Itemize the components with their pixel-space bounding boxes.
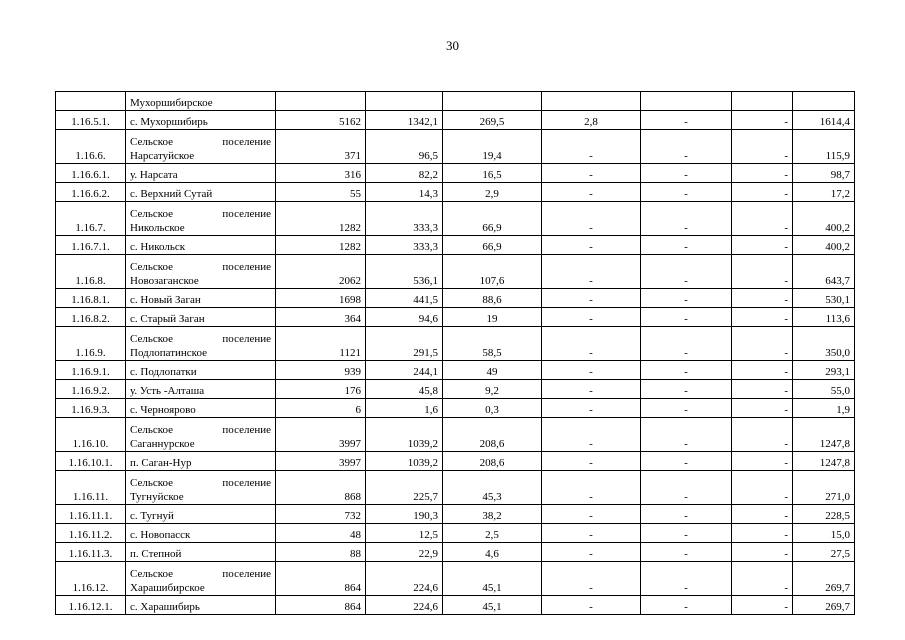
row-population: 1282 bbox=[276, 236, 366, 255]
row-value-3: - bbox=[542, 452, 641, 471]
row-total: 350,0 bbox=[793, 327, 855, 361]
row-value-4: - bbox=[641, 380, 732, 399]
row-population: 864 bbox=[276, 596, 366, 615]
row-name bbox=[126, 92, 276, 111]
name-word: поселение bbox=[222, 568, 271, 580]
row-value-1: 14,3 bbox=[366, 183, 443, 202]
row-value-1: 82,2 bbox=[366, 164, 443, 183]
row-value-3: - bbox=[542, 596, 641, 615]
row-value-3: - bbox=[542, 399, 641, 418]
name-line-1: у. Усть -Алташа bbox=[130, 385, 205, 397]
row-code: 1.16.8.2. bbox=[56, 308, 126, 327]
row-code: 1.16.7.1. bbox=[56, 236, 126, 255]
row-population: 55 bbox=[276, 183, 366, 202]
row-value-3: - bbox=[542, 471, 641, 505]
row-value-4: - bbox=[641, 399, 732, 418]
name-line-1 bbox=[130, 567, 271, 581]
row-value-1: 94,6 bbox=[366, 308, 443, 327]
row-total bbox=[793, 92, 855, 111]
row-value-1: 441,5 bbox=[366, 289, 443, 308]
row-population: 732 bbox=[276, 505, 366, 524]
row-code: 1.16.9.3. bbox=[56, 399, 126, 418]
table-row bbox=[56, 111, 855, 130]
table-row bbox=[56, 92, 855, 111]
table-row bbox=[56, 130, 855, 164]
name-line-1: с. Черноярово bbox=[130, 404, 196, 416]
page-number: 30 bbox=[446, 38, 459, 53]
row-population: 364 bbox=[276, 308, 366, 327]
row-total: 643,7 bbox=[793, 255, 855, 289]
name-line-2: Подлопатинское bbox=[130, 347, 207, 359]
row-population: 88 bbox=[276, 543, 366, 562]
row-value-1: 224,6 bbox=[366, 596, 443, 615]
row-value-3: - bbox=[542, 327, 641, 361]
table-row bbox=[56, 524, 855, 543]
row-value-5: - bbox=[732, 380, 793, 399]
row-code: 1.16.6. bbox=[56, 130, 126, 164]
row-value-4: - bbox=[641, 524, 732, 543]
row-total: 17,2 bbox=[793, 183, 855, 202]
row-value-3: 2,8 bbox=[542, 111, 641, 130]
row-value-4: - bbox=[641, 164, 732, 183]
row-value-5: - bbox=[732, 202, 793, 236]
row-value-5: - bbox=[732, 327, 793, 361]
table-row bbox=[56, 596, 855, 615]
row-value-3: - bbox=[542, 524, 641, 543]
row-code: 1.16.10. bbox=[56, 418, 126, 452]
row-total: 269,7 bbox=[793, 596, 855, 615]
row-code: 1.16.11.1. bbox=[56, 505, 126, 524]
row-value-2: 45,1 bbox=[443, 562, 542, 596]
row-total: 293,1 bbox=[793, 361, 855, 380]
table-row bbox=[56, 399, 855, 418]
row-value-1: 45,8 bbox=[366, 380, 443, 399]
row-value-1: 224,6 bbox=[366, 562, 443, 596]
name-line-1: с. Новопасск bbox=[130, 529, 191, 541]
row-value-3: - bbox=[542, 202, 641, 236]
settlements-table bbox=[55, 91, 855, 615]
row-value-2: 19,4 bbox=[443, 130, 542, 164]
row-population: 5162 bbox=[276, 111, 366, 130]
row-code: 1.16.9.2. bbox=[56, 380, 126, 399]
row-value-2: 49 bbox=[443, 361, 542, 380]
row-value-2: 269,5 bbox=[443, 111, 542, 130]
row-value-3 bbox=[542, 92, 641, 111]
name-line-2: Саганнурское bbox=[130, 438, 195, 450]
row-name bbox=[126, 524, 276, 543]
row-value-5: - bbox=[732, 236, 793, 255]
row-total: 27,5 bbox=[793, 543, 855, 562]
row-value-1: 1342,1 bbox=[366, 111, 443, 130]
name-word: поселение bbox=[222, 261, 271, 273]
row-value-4: - bbox=[641, 236, 732, 255]
row-value-3: - bbox=[542, 183, 641, 202]
row-value-1 bbox=[366, 92, 443, 111]
row-population: 1121 bbox=[276, 327, 366, 361]
name-line-1: с. Тугнуй bbox=[130, 510, 174, 522]
row-total: 15,0 bbox=[793, 524, 855, 543]
row-total: 1614,4 bbox=[793, 111, 855, 130]
row-name bbox=[126, 202, 276, 236]
row-value-1: 96,5 bbox=[366, 130, 443, 164]
row-value-5: - bbox=[732, 471, 793, 505]
row-value-3: - bbox=[542, 308, 641, 327]
table-row bbox=[56, 183, 855, 202]
name-line-1: с. Подлопатки bbox=[130, 366, 197, 378]
table-row bbox=[56, 164, 855, 183]
row-value-1: 536,1 bbox=[366, 255, 443, 289]
row-value-5: - bbox=[732, 361, 793, 380]
row-total: 228,5 bbox=[793, 505, 855, 524]
row-name bbox=[126, 418, 276, 452]
row-value-2: 38,2 bbox=[443, 505, 542, 524]
row-population: 6 bbox=[276, 399, 366, 418]
row-value-4: - bbox=[641, 308, 732, 327]
row-total: 400,2 bbox=[793, 236, 855, 255]
name-word: Сельское bbox=[130, 208, 174, 220]
name-line-1: с. Никольск bbox=[130, 241, 186, 253]
name-line-2: Нарсатуйское bbox=[130, 150, 195, 162]
row-value-4: - bbox=[641, 418, 732, 452]
row-value-4: - bbox=[641, 505, 732, 524]
name-word: поселение bbox=[222, 333, 271, 345]
row-value-2: 19 bbox=[443, 308, 542, 327]
row-value-1: 333,3 bbox=[366, 236, 443, 255]
row-value-1: 1039,2 bbox=[366, 418, 443, 452]
row-value-1: 244,1 bbox=[366, 361, 443, 380]
row-value-1: 333,3 bbox=[366, 202, 443, 236]
table-row bbox=[56, 289, 855, 308]
row-name bbox=[126, 327, 276, 361]
name-line-1: с. Верхний Сутай bbox=[130, 188, 213, 200]
row-population: 939 bbox=[276, 361, 366, 380]
row-code: 1.16.11.2. bbox=[56, 524, 126, 543]
name-line-1 bbox=[130, 135, 271, 149]
row-total: 55,0 bbox=[793, 380, 855, 399]
row-population: 316 bbox=[276, 164, 366, 183]
row-value-3: - bbox=[542, 543, 641, 562]
row-value-1: 1039,2 bbox=[366, 452, 443, 471]
name-line-1 bbox=[130, 260, 271, 274]
row-value-5: - bbox=[732, 289, 793, 308]
row-population: 1698 bbox=[276, 289, 366, 308]
table-row bbox=[56, 562, 855, 596]
row-value-5: - bbox=[732, 524, 793, 543]
row-value-4: - bbox=[641, 471, 732, 505]
name-line-1 bbox=[130, 332, 271, 346]
row-value-5: - bbox=[732, 418, 793, 452]
row-value-3: - bbox=[542, 236, 641, 255]
name-word: Сельское bbox=[130, 424, 174, 436]
row-value-4: - bbox=[641, 543, 732, 562]
row-code: 1.16.12. bbox=[56, 562, 126, 596]
row-name bbox=[126, 380, 276, 399]
row-value-2: 16,5 bbox=[443, 164, 542, 183]
table-row bbox=[56, 308, 855, 327]
row-value-2: 107,6 bbox=[443, 255, 542, 289]
row-name bbox=[126, 183, 276, 202]
row-code: 1.16.5.1. bbox=[56, 111, 126, 130]
row-value-3: - bbox=[542, 562, 641, 596]
name-line-2: Новозаганское bbox=[130, 275, 199, 287]
row-code: 1.16.8. bbox=[56, 255, 126, 289]
name-line-2: Харашибирское bbox=[130, 582, 205, 594]
row-code: 1.16.6.1. bbox=[56, 164, 126, 183]
row-value-2 bbox=[443, 92, 542, 111]
row-value-2: 0,3 bbox=[443, 399, 542, 418]
row-value-3: - bbox=[542, 505, 641, 524]
name-word: Сельское bbox=[130, 261, 174, 273]
table-row bbox=[56, 327, 855, 361]
name-word: поселение bbox=[222, 424, 271, 436]
row-code: 1.16.8.1. bbox=[56, 289, 126, 308]
name-line-1: Мухоршибирское bbox=[130, 97, 213, 109]
row-value-1: 12,5 bbox=[366, 524, 443, 543]
name-word: поселение bbox=[222, 477, 271, 489]
table-row bbox=[56, 543, 855, 562]
row-value-4: - bbox=[641, 183, 732, 202]
name-line-1 bbox=[130, 207, 271, 221]
row-value-4: - bbox=[641, 255, 732, 289]
name-line-1: с. Мухоршибирь bbox=[130, 116, 208, 128]
row-population: 1282 bbox=[276, 202, 366, 236]
row-value-2: 66,9 bbox=[443, 236, 542, 255]
table-row bbox=[56, 452, 855, 471]
table-row bbox=[56, 471, 855, 505]
name-word: Сельское bbox=[130, 568, 174, 580]
row-value-2: 208,6 bbox=[443, 452, 542, 471]
row-population: 864 bbox=[276, 562, 366, 596]
row-value-2: 2,5 bbox=[443, 524, 542, 543]
row-population bbox=[276, 92, 366, 111]
row-population: 371 bbox=[276, 130, 366, 164]
row-value-2: 9,2 bbox=[443, 380, 542, 399]
table-row bbox=[56, 202, 855, 236]
row-value-3: - bbox=[542, 289, 641, 308]
row-name bbox=[126, 289, 276, 308]
row-value-3: - bbox=[542, 130, 641, 164]
row-name bbox=[126, 111, 276, 130]
row-total: 271,0 bbox=[793, 471, 855, 505]
row-value-4: - bbox=[641, 327, 732, 361]
row-name bbox=[126, 236, 276, 255]
table-row bbox=[56, 361, 855, 380]
row-value-4: - bbox=[641, 130, 732, 164]
row-name bbox=[126, 361, 276, 380]
name-line-2: Никольское bbox=[130, 222, 185, 234]
row-value-1: 225,7 bbox=[366, 471, 443, 505]
row-value-4: - bbox=[641, 202, 732, 236]
name-line-1: с. Новый Заган bbox=[130, 294, 201, 306]
table-row bbox=[56, 236, 855, 255]
row-code: 1.16.9.1. bbox=[56, 361, 126, 380]
row-value-4: - bbox=[641, 562, 732, 596]
row-population: 3997 bbox=[276, 418, 366, 452]
row-name bbox=[126, 471, 276, 505]
row-code: 1.16.6.2. bbox=[56, 183, 126, 202]
row-value-4: - bbox=[641, 596, 732, 615]
row-total: 115,9 bbox=[793, 130, 855, 164]
row-value-2: 208,6 bbox=[443, 418, 542, 452]
row-population: 2062 bbox=[276, 255, 366, 289]
row-name bbox=[126, 505, 276, 524]
row-name bbox=[126, 255, 276, 289]
row-name bbox=[126, 164, 276, 183]
row-total: 1247,8 bbox=[793, 418, 855, 452]
row-name bbox=[126, 543, 276, 562]
row-name bbox=[126, 130, 276, 164]
row-population: 176 bbox=[276, 380, 366, 399]
row-value-2: 45,3 bbox=[443, 471, 542, 505]
row-value-2: 2,9 bbox=[443, 183, 542, 202]
row-value-4 bbox=[641, 92, 732, 111]
table-row bbox=[56, 255, 855, 289]
row-value-1: 190,3 bbox=[366, 505, 443, 524]
name-line-1: у. Нарсата bbox=[130, 169, 178, 181]
row-population: 48 bbox=[276, 524, 366, 543]
row-total: 400,2 bbox=[793, 202, 855, 236]
row-code: 1.16.9. bbox=[56, 327, 126, 361]
row-name bbox=[126, 399, 276, 418]
row-value-5: - bbox=[732, 452, 793, 471]
row-value-5: - bbox=[732, 183, 793, 202]
row-value-5: - bbox=[732, 130, 793, 164]
row-code: 1.16.7. bbox=[56, 202, 126, 236]
row-value-3: - bbox=[542, 418, 641, 452]
row-code: 1.16.11. bbox=[56, 471, 126, 505]
row-value-4: - bbox=[641, 289, 732, 308]
row-value-2: 45,1 bbox=[443, 596, 542, 615]
row-code: 1.16.12.1. bbox=[56, 596, 126, 615]
row-value-1: 291,5 bbox=[366, 327, 443, 361]
name-word: Сельское bbox=[130, 136, 174, 148]
row-value-5: - bbox=[732, 255, 793, 289]
row-name bbox=[126, 562, 276, 596]
name-line-1: п. Степной bbox=[130, 548, 182, 560]
name-line-1: п. Саган-Нур bbox=[130, 457, 192, 469]
row-value-4: - bbox=[641, 452, 732, 471]
name-line-1 bbox=[130, 476, 271, 490]
name-line-1: с. Харашибирь bbox=[130, 601, 200, 613]
table-row bbox=[56, 505, 855, 524]
row-code bbox=[56, 92, 126, 111]
row-value-3: - bbox=[542, 164, 641, 183]
row-value-5: - bbox=[732, 562, 793, 596]
row-value-5: - bbox=[732, 596, 793, 615]
row-value-4: - bbox=[641, 111, 732, 130]
row-name bbox=[126, 308, 276, 327]
name-line-1 bbox=[130, 423, 271, 437]
table-row bbox=[56, 380, 855, 399]
name-line-1: с. Старый Заган bbox=[130, 313, 205, 325]
row-value-1: 22,9 bbox=[366, 543, 443, 562]
row-value-2: 58,5 bbox=[443, 327, 542, 361]
row-value-3: - bbox=[542, 380, 641, 399]
name-word: поселение bbox=[222, 136, 271, 148]
row-total: 1,9 bbox=[793, 399, 855, 418]
row-value-5: - bbox=[732, 111, 793, 130]
row-total: 98,7 bbox=[793, 164, 855, 183]
row-value-3: - bbox=[542, 361, 641, 380]
row-value-5: - bbox=[732, 399, 793, 418]
row-name bbox=[126, 452, 276, 471]
row-value-2: 88,6 bbox=[443, 289, 542, 308]
name-line-2: Тугнуйское bbox=[130, 491, 184, 503]
row-value-5: - bbox=[732, 164, 793, 183]
row-value-4: - bbox=[641, 361, 732, 380]
row-total: 269,7 bbox=[793, 562, 855, 596]
row-value-3: - bbox=[542, 255, 641, 289]
name-word: Сельское bbox=[130, 477, 174, 489]
row-total: 530,1 bbox=[793, 289, 855, 308]
row-value-5: - bbox=[732, 543, 793, 562]
row-value-5: - bbox=[732, 505, 793, 524]
name-word: Сельское bbox=[130, 333, 174, 345]
row-population: 868 bbox=[276, 471, 366, 505]
name-word: поселение bbox=[222, 208, 271, 220]
table-row bbox=[56, 418, 855, 452]
row-value-5: - bbox=[732, 308, 793, 327]
row-code: 1.16.10.1. bbox=[56, 452, 126, 471]
row-total: 1247,8 bbox=[793, 452, 855, 471]
row-value-1: 1,6 bbox=[366, 399, 443, 418]
row-code: 1.16.11.3. bbox=[56, 543, 126, 562]
row-value-2: 66,9 bbox=[443, 202, 542, 236]
row-population: 3997 bbox=[276, 452, 366, 471]
row-value-2: 4,6 bbox=[443, 543, 542, 562]
row-value-5 bbox=[732, 92, 793, 111]
row-total: 113,6 bbox=[793, 308, 855, 327]
row-name bbox=[126, 596, 276, 615]
